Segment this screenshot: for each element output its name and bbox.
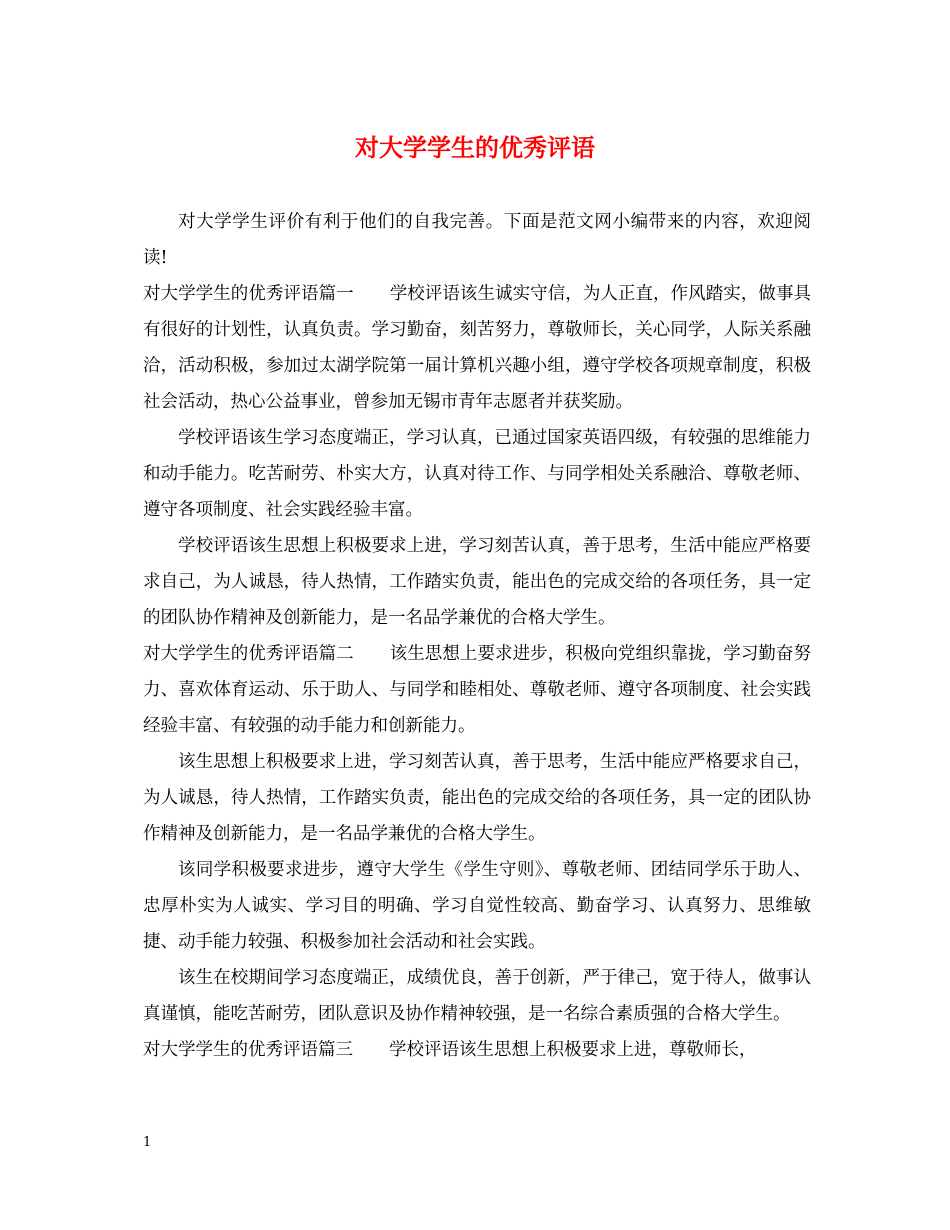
paragraph	[143, 744, 811, 852]
section-heading: 对大学学生的优秀评语篇一	[143, 284, 354, 304]
document-title: 对大学学生的优秀评语	[355, 133, 595, 162]
paragraph	[143, 420, 811, 528]
paragraph-intro	[143, 204, 811, 276]
document-body	[143, 204, 811, 1068]
paragraph-text: 该同学积极要求进步，遵守大学生《学生守则》、尊敬老师、团结同学乐于助人、忠厚朴实为人诚实、学习目的明确、学习自觉性较高、勤奋学习、认真努力、思维敏捷、动手能力较强、积极参加社会活动和社会实践。	[143, 860, 811, 952]
paragraph	[143, 960, 811, 1032]
paragraph-section-2	[143, 636, 811, 744]
paragraph-text: 该生思想上积极要求上进，学习刻苦认真，善于思考，生活中能应严格要求自己，为人诚恳，待人热情，工作踏实负责，能出色的完成交给的各项任务，具一定的团队协作精神及创新能力，是一名品学兼优的合格大学生。	[143, 752, 811, 844]
section-heading: 对大学学生的优秀评语篇三	[143, 1040, 353, 1060]
paragraph-section-1	[143, 276, 811, 420]
paragraph-text: 学校评语该生诚实守信，为人正直，作风踏实，做事具有很好的计划性，认真负责。学习勤奋，刻苦努力，尊敬师长，关心同学，人际关系融洽，活动积极，参加过太湖学院第一届计算机兴趣小组，遵守学校各项规章制度，积极社会活动，热心公益事业，曾参加无锡市青年志愿者并获奖励。	[143, 284, 812, 412]
section-heading: 对大学学生的优秀评语篇二	[143, 644, 354, 664]
paragraph-text: 学校评语该生思想上积极要求上进，学习刻苦认真，善于思考，生活中能应严格要求自己，为人诚恳，待人热情，工作踏实负责，能出色的完成交给的各项任务，具一定的团队协作精神及创新能力，是一名品学兼优的合格大学生。	[143, 536, 811, 628]
paragraph	[143, 852, 811, 960]
paragraph-text: 该生在校期间学习态度端正，成绩优良，善于创新，严于律己，宽于待人，做事认真谨慎，能吃苦耐劳，团队意识及协作精神较强，是一名综合素质强的合格大学生。	[143, 968, 811, 1024]
paragraph-text: 学校评语该生学习态度端正，学习认真，已通过国家英语四级，有较强的思维能力和动手能力。吃苦耐劳、朴实大方，认真对待工作、与同学相处关系融洽、尊敬老师、遵守各项制度、社会实践经验丰富。	[143, 428, 811, 520]
paragraph-text: 学校评语该生思想上积极要求上进，尊敬师长，	[389, 1040, 757, 1060]
paragraph-text: 对大学学生评价有利于他们的自我完善。下面是范文网小编带来的内容，欢迎阅读!	[143, 212, 811, 268]
paragraph	[143, 528, 811, 636]
page-number: 1	[143, 1135, 152, 1150]
paragraph-text: 该生思想上要求进步，积极向党组织靠拢，学习勤奋努力、喜欢体育运动、乐于助人、与同学和睦相处、尊敬老师、遵守各项制度、社会实践经验丰富、有较强的动手能力和创新能力。	[143, 644, 812, 736]
paragraph-section-3	[143, 1032, 811, 1068]
